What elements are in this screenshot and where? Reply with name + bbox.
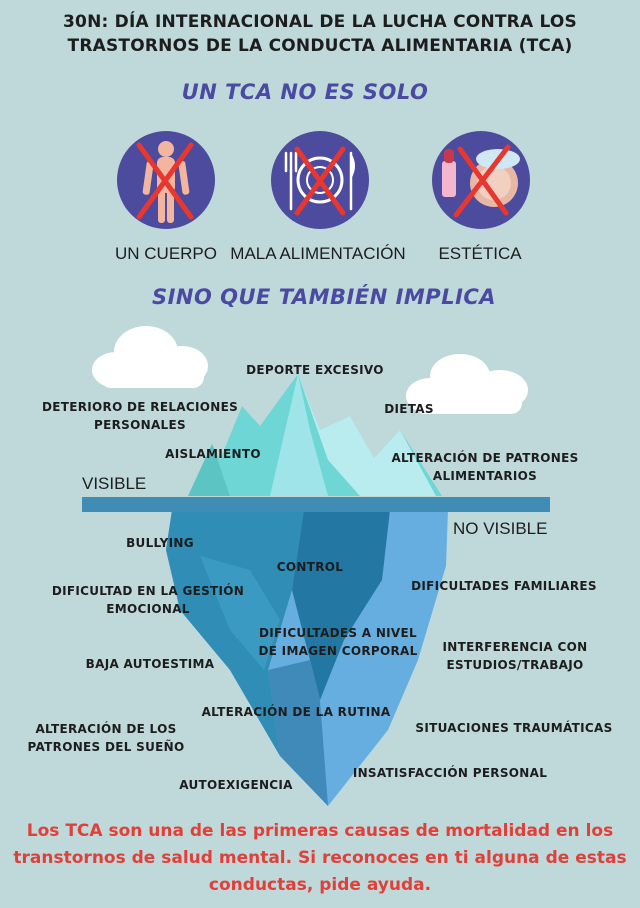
footer-line-3: conductas, pide ayuda. [208,875,432,895]
label-deterioro-line-2: PERSONALES [94,418,186,432]
label-un-cuerpo: UN CUERPO [114,244,217,263]
label-patrones-line-1: ALTERACIÓN DE PATRONES [391,451,579,465]
label-control: CONTROL [276,560,344,574]
title-line-2: TRASTORNOS DE LA CONDUCTA ALIMENTARIA (TCA) [67,36,573,56]
label-alteracion-rutina: ALTERACIÓN DE LA RUTINA [201,705,391,719]
label-dificultades-familiares: DIFICULTADES FAMILIARES [411,579,597,593]
not-visible-label: NO VISIBLE [453,519,548,538]
heading-also-implies: SINO QUE TAMBIÉN IMPLICA [151,285,497,309]
footer-line-2: transtornos de salud mental. Si reconoces en ti alguna de estas [13,848,627,868]
label-estetica: ESTÉTICA [438,244,522,263]
label-imagen-line-1: DIFICULTADES A NIVEL [259,626,417,640]
label-imagen-line-2: DE IMAGEN CORPORAL [258,644,418,658]
label-deporte-excesivo: DEPORTE EXCESIVO [246,363,384,377]
label-gestion-line-1: DIFICULTAD EN LA GESTIÓN [51,584,245,598]
label-dietas: DIETAS [384,402,434,416]
title-line-1: 30N: DÍA INTERNACIONAL DE LA LUCHA CONTRA LOS [63,12,577,32]
label-bullying: BULLYING [126,536,194,550]
label-sueno-line-2: PATRONES DEL SUEÑO [27,740,185,754]
label-patrones-sueno [26,720,186,756]
waterline [82,497,550,512]
label-insatisfaccion-personal: INSATISFACCIÓN PERSONAL [352,766,548,780]
label-aislamiento: AISLAMIENTO [165,447,261,461]
label-baja-autoestima: BAJA AUTOESTIMA [85,657,215,671]
footer-line-1: Los TCA son una de las primeras causas de mortalidad en los [26,821,614,841]
label-sueno-line-1: ALTERACIÓN DE LOS [35,722,177,736]
page-title [0,10,640,58]
label-interferencia-estudios [438,638,592,674]
label-situaciones-traumaticas: SITUACIONES TRAUMÁTICAS [415,721,613,735]
label-gestion-emocional [48,582,248,618]
visible-label: VISIBLE [82,474,147,493]
cosmetics-icon [432,131,530,229]
label-gestion-line-2: EMOCIONAL [106,602,190,616]
heading-not-only: UN TCA NO ES SOLO [181,80,429,104]
label-autoexigencia: AUTOEXIGENCIA [179,778,293,792]
label-deterioro-relaciones [40,398,240,434]
label-deterioro-line-1: DETERIORO DE RELACIONES [41,400,239,414]
label-interferencia-line-2: ESTUDIOS/TRABAJO [446,658,584,672]
label-patrones-line-2: ALIMENTARIOS [432,469,538,483]
body-icon [117,131,215,229]
plate-icon [271,131,369,229]
label-imagen-corporal [252,624,424,660]
label-mala-alimentacion: MALA ALIMENTACIÓN [230,244,406,263]
label-interferencia-line-1: INTERFERENCIA CON [442,640,588,654]
label-patrones-alimentarios [386,449,584,485]
footer-message [0,818,640,899]
